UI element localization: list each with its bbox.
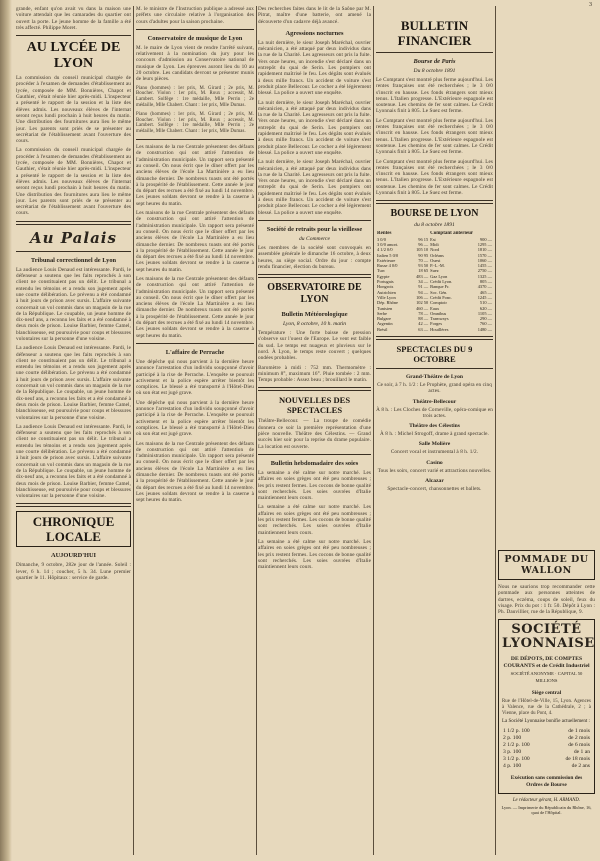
divider	[136, 29, 254, 30]
news-article: Les maisons de la rue Centrale présentent des défauts de construction qui ont attiré l'attention de l'administration municipale. Un rapport sera présenté au conseil. On nous écrit que le dîner offert par les anciens élèves de l'école La Martinière a eu lieu dimanche dernier. De nombreux toasts ont été portés à la prospérité de l'établissement. Cette année le jour du départ des recrues a été fixé au lundi 14 novembre. Les jeunes soldats devront se rendre à la caserne à sept heures du matin.	[136, 440, 254, 504]
table-header: Rentes	[377, 231, 392, 237]
column-1	[16, 6, 131, 855]
divider	[136, 343, 254, 344]
table-row	[376, 327, 493, 332]
perrache-title: L'affaire de Perrache	[165, 348, 225, 356]
theatre-name: Alcazar	[425, 478, 444, 485]
tarif-rate: 3 1/2 p. 100	[503, 756, 530, 763]
theatre-program: À 8 h. : Michel Strogoff, drame à grand spectacle.	[380, 431, 489, 438]
security-price: 1480 —	[477, 326, 492, 332]
theatre-program: Tous les soirs, concert varié et attractions nouvelles.	[377, 467, 492, 474]
retraites-title: Société de retraits pour la vieillesse	[266, 225, 363, 233]
lycee-article: La commission du conseil municipal chargée de procéder à l'examen de demandes d'établissement au lycée, composée de MM. Bonnières, Chapot et Gauthier, s'était réunie hier après-midi. L'inspecteur a présenté le rapport de la session et la liste des élèves admis. Les nouveaux élèves de l'internat seront reçus lundi prochain à huit heures du matin. Une distribution des fournitures aura lieu le même jour. Les parents sont priés de se présenter au secrétariat de l'établissement avant l'ouverture des cours.	[16, 75, 131, 145]
palais-article: La audience Louis Denaud est intéressante. Pardi, le défenseur a soutenu que les faits reprochés à son client ne constituaient pas un délit. Le tribunal a entendu les témoins et a rendu son jugement après une courte délibération. Le prévenu a été condamné à huit jours de prison avec sursis. L'affaire suivante concernait un vol commis dans un magasin de la rue de la République. Le coupable, un jeune homme de dix-neuf ans, a reconnu les faits et a été condamné à deux mois de prison. Louise Barbier, femme Camel, blanchisseuse, est poursuivie pour coups et blessures volontaires sur la personne d'une voisine.	[16, 345, 131, 421]
news-article: La nuit dernière, le sieur Joseph Maréchal, ouvrier mécanicien, a été attaqué par deux individus dans la rue de la Charité. Les agresseurs ont pris la fuite. Vers onze heures, un incendie s'est déclaré dans un entrepôt du quai de Serin. Les pompiers ont rapidement maîtrisé le feu. Les dégâts sont évalués à deux mille francs. Un accident de voiture s'est produit place Bellecour. Le cocher a été légèrement blessé. La police a ouvert une enquête.	[258, 39, 371, 97]
security-price: 483 —	[416, 273, 429, 279]
printer-line: Lyon. — Imprimerie du Républicain du Rhône, 16, quai de l'Hôpital.	[501, 804, 592, 816]
security-name: Crédit Lyon.	[430, 279, 453, 285]
security-name: P.-L.-M.	[430, 263, 445, 269]
tarif-term: de 2 mois	[568, 735, 590, 742]
observatoire-headline: OBSERVATOIRE DE LYON	[267, 282, 362, 306]
security-name: Ville Lyon	[377, 294, 396, 300]
security-name: Argentin	[377, 321, 393, 327]
palais-headline: Au Palais	[30, 228, 117, 247]
spectacles-list	[376, 373, 493, 492]
security-price: 1325 —	[477, 273, 492, 279]
divider	[136, 139, 254, 140]
soies-title: Bulletin hebdomadaire des soies	[270, 459, 359, 467]
retraites-subtitle: du Commerce	[298, 235, 331, 242]
security-price: 900 —	[479, 236, 492, 242]
lycee-article: La commission du conseil municipal chargée de procéder à l'examen de demandes d'établissement au lycée, composée de MM. Bonnières, Chapot et Gauthier, s'était réunie hier après-midi. L'inspecteur a présenté le rapport de la session et la liste des élèves admis. Les nouveaux élèves de l'internat seront reçus lundi prochain à huit heures du matin. Une distribution des fournitures aura lieu le même jour. Les parents sont priés de se présenter au secrétariat de l'établissement avant l'ouverture des cours.	[16, 147, 131, 217]
meteo-date: Lyon, 8 octobre, 10 h. matin	[282, 321, 347, 328]
security-name: Ouest	[430, 257, 441, 263]
bank-subtitle: DE DÉPOTS, DE COMPTES COURANTS et de Crédit Industriel	[503, 656, 590, 669]
security-name: Gaz Lyon	[430, 273, 448, 279]
prizes-list: Piano (hommes) : 1er prix, M. Girard ; 2e prix, M. Boucher. Violon : 1er prix, M. Roux ; accessit, M. Lambert. Solfège : 1re médaille, Mlle Perrin ; 2e médaille, Mlle Chabert. Chant : 1er prix, Mlle Dumas.	[136, 111, 254, 135]
page-binding	[0, 0, 12, 861]
security-name: Hongrois	[377, 284, 394, 290]
pommade-text: Nous ne saurions trop recommander cette pommade aux personnes atteintes de dartres, eczéma, coups de soleil, feux du visage. Prix du pot : 1 fr. 50. Dépôt à Lyon : Ph. Dauvillier, rue de la République, 9.	[498, 584, 595, 616]
security-price: 2750 —	[477, 268, 492, 274]
security-price: 1570 —	[477, 252, 492, 258]
perrache-article: Une dépêche qui nous parvient à la dernière heure annonce l'arrestation d'un individu soupçonné d'avoir participé à la rixe de Perrache. L'enquête se poursuit activement et la police espère arrêter bientôt les complices. Le blessé a été transporté à l'Hôtel-Dieu où son état est jugé grave.	[136, 399, 254, 438]
bourse-lyon-headline: BOURSE DE LYON	[390, 208, 479, 220]
security-price: 106 —	[416, 294, 429, 300]
security-price: 96 15	[418, 236, 429, 242]
security-name: 4 1/2 0/0	[377, 247, 393, 253]
security-name: 3 0/0	[377, 236, 386, 242]
security-price: 94 —	[418, 289, 429, 295]
security-name: Houillères	[430, 326, 449, 332]
security-price: 4370 —	[477, 284, 492, 290]
tarif-rate: 4 p. 100	[503, 763, 522, 770]
security-name: Nord	[430, 247, 440, 253]
theatre-program: À 8 h. : Les Cloches de Corneville, opéra-comique en trois actes.	[376, 406, 493, 419]
column-rule	[133, 6, 134, 855]
security-price: 620 —	[479, 305, 492, 311]
security-price: 102 50	[416, 300, 429, 306]
security-price: 63 —	[418, 326, 429, 332]
lead-paragraph: M. le ministre de l'Instruction publique a adressé aux préfets une circulaire relative à l'organisation des cours d'adultes pour la saison prochaine.	[136, 6, 254, 25]
theatre-program: Concert vocal et instrumental à 8 h. 1/2.	[390, 449, 479, 456]
tarif-row	[502, 742, 591, 749]
bourse-table	[376, 231, 493, 332]
forecast-article: Baromètre à midi : 752 mm. Thermomètre : minimum 8°, maximum 16°. Pluie tombée : 2 mm. Temps probable : Assez beau ; brouillard le matin.	[258, 364, 371, 384]
security-name: 3 0/0 amort.	[377, 241, 399, 247]
security-name: Tramways	[430, 316, 449, 322]
divider	[376, 52, 493, 53]
security-price: 70 —	[418, 257, 429, 263]
security-name: Crédit Fonc.	[430, 294, 453, 300]
security-name: Soc. Gén.	[430, 289, 448, 295]
divider	[16, 503, 131, 507]
column-4	[376, 6, 493, 855]
bourse-paris-date: Du 8 octobre 1891	[413, 68, 456, 74]
security-name: Eaux	[430, 305, 440, 311]
tarif-term: de 6 mois	[568, 742, 590, 749]
security-price: 90 95	[418, 252, 429, 258]
security-price: 760 —	[479, 321, 492, 327]
tarif-row	[502, 756, 591, 763]
tarif-term: de 1 an	[573, 749, 590, 756]
security-price: 91 —	[418, 284, 429, 290]
column-5	[498, 6, 595, 855]
tarif-table	[502, 728, 591, 770]
security-price: 1105 —	[477, 310, 492, 316]
security-price: 805 —	[479, 279, 492, 285]
theatre-name: Salle Molière	[418, 441, 451, 448]
bank-capital: SOCIÉTÉ ANONYME · CAPITAL 50 MILLIONS	[510, 671, 583, 683]
table-header: Comptant antérieur	[430, 231, 474, 237]
news-article: La nuit dernière, le sieur Joseph Maréchal, ouvrier mécanicien, a été attaqué par deux individus dans la rue de la Charité. Les agresseurs ont pris la fuite. Vers onze heures, un incendie s'est déclaré dans un entrepôt du quai de Serin. Les pompiers ont rapidement maîtrisé le feu. Les dégâts sont évalués à deux mille francs. Un accident de voiture s'est produit place Bellecour. Le cocher a été légèrement blessé. La police a ouvert une enquête.	[258, 159, 371, 216]
perrache-article: Une dépêche qui nous parvient à la dernière heure annonce l'arrestation d'un individu soupçonné d'avoir participé à la rixe de Perrache. L'enquête se poursuit activement et la police espère arrêter bientôt les complices. Le blessé a été transporté à l'Hôtel-Dieu où son état est jugé grave.	[136, 358, 254, 397]
security-name: Tunisien	[377, 305, 393, 311]
spectacles-news-article: Théâtre-Bellecour. — La troupe de comédie donnera ce soir la première représentation d'une pièce nouvelle. Théâtre des Célestins. — Grand succès hier soir pour la reprise du drame populaire. La location est ouverte.	[258, 418, 371, 450]
theatre-program: Spectacle-concert, chansonnettes et ballets.	[387, 486, 482, 493]
divider	[16, 35, 131, 36]
lycee-headline: AU LYCÉE DE LYON	[26, 40, 121, 72]
security-name: Omnibus	[430, 310, 447, 316]
today-label: AUJOURD'HUI	[50, 552, 97, 560]
column-rule	[373, 6, 374, 855]
security-name: Forges	[430, 321, 443, 327]
prizes-list: Piano (hommes) : 1er prix, M. Girard ; 2e prix, M. Boucher. Violon : 1er prix, M. Roux ; accessit, M. Lambert. Solfège : 1re médaille, Mlle Perrin ; 2e médaille, Mlle Chabert. Chant : 1er prix, Mlle Dumas.	[136, 85, 254, 109]
security-name: Suez	[430, 268, 439, 274]
divider	[16, 221, 131, 225]
tarif-term: de 2 ans	[571, 763, 590, 770]
divider	[376, 368, 493, 369]
security-price: 42 —	[418, 321, 429, 327]
bank-title: SOCIÉTÉ LYONNAISE	[502, 622, 595, 652]
divider	[16, 251, 131, 252]
news-article: Les maisons de la rue Centrale présentent des défauts de construction qui ont attiré l'attention de l'administration municipale. Un rapport sera présenté au conseil. On nous écrit que le dîner offert par les anciens élèves de l'école La Martinière a eu lieu dimanche dernier. De nombreux toasts ont été portés à la prospérité de l'établissement. Cette année le jour du départ des recrues a été fixé au lundi 14 novembre. Les jeunes soldats devront se rendre à la caserne à sept heures du matin.	[136, 210, 254, 273]
security-price: 18 65	[418, 268, 429, 274]
security-name: Midi	[430, 241, 439, 247]
security-name: Extérieure	[377, 257, 396, 263]
security-name: Est	[430, 236, 436, 242]
conservatoire-title: Conservatoire de musique de Lyon	[147, 34, 243, 42]
security-name: Turc	[377, 268, 386, 274]
security-price: 1810 —	[477, 247, 492, 253]
finance-article: Le Comptant s'est montré plus ferme aujourd'hui. Les rentes françaises ont été recherchées ; le 3 0/0 s'inscrit en hausse. Les fonds étrangers sont mieux tenus. L'Italien progresse. L'Extérieure espagnole est soutenue. Les chemins de fer sont calmes. Le Crédit Lyonnais finit à 805. Le Suez est ferme.	[376, 158, 493, 197]
security-price: 96 —	[418, 241, 429, 247]
tarif-row	[502, 728, 591, 735]
theatre-name: Grand-Théâtre de Lyon	[405, 373, 464, 380]
bank-ad	[498, 619, 595, 794]
tribunal-title: Tribunal correctionnel de Lyon	[30, 256, 117, 264]
soies-article: La semaine a été calme sur notre marché. Les affaires en soies grèges ont été peu nombreuses ; les prix restent fermes. Les cocons de bonne qualité sont recherchés. Les soies ouvrées d'Italie maintiennent leurs cours.	[258, 469, 371, 502]
security-name: Brésil	[377, 326, 388, 332]
siege-text: Rue de l'Hôtel-de-Ville, 15, Lyon. Agences à Valence, rue de la Cathédrale, 2 ; à Vienne, place du Pont, 4.	[502, 699, 591, 716]
soies-article: La semaine a été calme sur notre marché. Les affaires en soies grèges ont été peu nombreuses ; les prix restent fermes. Les cocons de bonne qualité sont recherchés. Les soies ouvrées d'Italie maintiennent leurs cours.	[258, 504, 371, 536]
conservatoire-article: M. le maire de Lyon vient de rendre l'arrêté suivant, relativement à la nomination du jury pour les concours d'admission au Conservatoire national de musique de Lyon. Les épreuves auront lieu du 10 au 20 octobre. Les candidats devront se présenter munis de leurs pièces.	[136, 44, 254, 83]
retraites-article: Les membres de la société sont convoqués en assemblée générale le dimanche 16 octobre, à deux heures, au siège social. Ordre du jour : compte rendu financier, élection du bureau.	[258, 244, 371, 270]
theatre-name: Casino	[426, 459, 443, 466]
gerant-line: Le rédacteur gérant, H. ARMAND.	[512, 798, 581, 804]
bourse-paris-title: Bourse de Paris	[413, 58, 456, 65]
security-name: Serbe	[377, 310, 387, 316]
security-name: Portugais	[377, 279, 394, 285]
security-price: 465 —	[479, 289, 492, 295]
pommade-ad	[498, 550, 595, 580]
tarif-intro: La Société Lyonnaise bonifie actuellement :	[502, 719, 590, 725]
tarif-row	[502, 763, 591, 770]
security-price: 1455 —	[477, 263, 492, 269]
column-rule	[495, 6, 496, 855]
tarif-row	[502, 735, 591, 742]
siege-label: Siège central	[531, 690, 562, 697]
divider	[258, 454, 371, 455]
meteo-title: Bulletin Météorologique	[281, 311, 348, 319]
tarif-term: de 18 mois	[565, 756, 590, 763]
theatre-name: Théâtre des Célestins	[409, 423, 460, 430]
divider	[258, 274, 371, 278]
financier-headline: BULLETIN FINANCIER	[397, 18, 472, 48]
column-rule	[256, 6, 257, 855]
security-name: Banque Fr.	[430, 284, 450, 290]
security-name: Egypte	[377, 273, 390, 279]
security-price: 78 —	[418, 310, 429, 316]
tarif-rate: 2 1/2 p. 100	[503, 742, 530, 749]
accidents-title: Agressions nocturnes	[285, 29, 344, 37]
security-price: 105 10	[416, 247, 429, 253]
divider	[376, 336, 493, 340]
palais-article: La audience Louis Denaud est intéressante. Pardi, le défenseur a soutenu que les faits reprochés à son client ne constituaient pas un délit. Le tribunal a entendu les témoins et a rendu son jugement après une courte délibération. Le prévenu a été condamné à huit jours de prison avec sursis. L'affaire suivante concernait un vol commis dans un magasin de la rue de la République. Le coupable, un jeune homme de dix-neuf ans, a reconnu les faits et a été condamné à deux mois de prison. Louise Barbier, femme Camel, blanchisseuse, est poursuivie pour coups et blessures volontaires sur la personne d'une voisine.	[16, 423, 131, 500]
spectacles-news-headline: NOUVELLES DES SPECTACLES	[278, 395, 351, 416]
column-2	[136, 6, 254, 855]
security-price: 460 —	[416, 305, 429, 311]
tarif-row	[502, 749, 591, 756]
security-price: 88 —	[418, 316, 429, 322]
security-name: Orléans	[430, 252, 444, 258]
chronique-article: Dimanche, 9 octobre, 282e jour de l'année. Soleil : lever, 6 h. 14 ; coucher, 5 h. 34. Lune premier quartier le 11. Hôpitaux : service de garde.	[16, 562, 131, 581]
tarif-term: de 1 mois	[568, 728, 590, 735]
tarif-rate: 2 p. 100	[503, 735, 522, 742]
divider	[258, 220, 371, 221]
divider	[376, 200, 493, 204]
meteo-article: Température : Une forte baisse de pression s'observe sur l'ouest de l'Europe. Le vent est faible du sud. Le temps est nuageux et pluvieux sur le nord. À Lyon, le temps reste couvert ; quelques ondées probables.	[258, 330, 371, 362]
chronique-headline: CHRONIQUE LOCALE	[16, 511, 131, 547]
pommade-title: POMMADE DU WALLON	[504, 554, 589, 576]
intro-paragraph: grande, enfant qu'on avait vu dans la maison une voiture attendait que les camarades du quartier ont ouvert la porte. Le jeune homme de la famille a été très affecté. Philippe Moret.	[16, 6, 131, 31]
column-5-upper-gap	[498, 6, 595, 546]
security-price: 93 50	[418, 263, 429, 269]
finance-article: Le Comptant s'est montré plus ferme aujourd'hui. Les rentes françaises ont été recherchées ; le 3 0/0 s'inscrit en hausse. Les fonds étrangers sont mieux tenus. L'Italien progresse. L'Extérieure espagnole est soutenue. Les chemins de fer sont calmes. Le Crédit Lyonnais finit à 805. Le Suez est ferme.	[376, 117, 493, 156]
soies-article: La semaine a été calme sur notre marché. Les affaires en soies grèges ont été peu nombreuses ; les prix restent fermes. Les cocons de bonne qualité sont recherchés. Les soies ouvrées d'Italie maintiennent leurs cours.	[258, 538, 371, 571]
tarif-rate: 1 1/2 p. 100	[503, 728, 530, 735]
column-3	[258, 6, 371, 855]
security-name: Italien 5 0/0	[377, 252, 399, 258]
spectacles-headline: SPECTACLES DU 9 OCTOBRE	[396, 343, 473, 364]
theatre-name: Théâtre-Bellecour	[412, 398, 457, 405]
divider	[258, 387, 371, 391]
news-article: Les maisons de la rue Centrale présentent des défauts de construction qui ont attiré l'attention de l'administration municipale. Un rapport sera présenté au conseil. On nous écrit que le dîner offert par les anciens élèves de l'école La Martinière a eu lieu dimanche dernier. De nombreux toasts ont été portés à la prospérité de l'établissement. Cette année le jour du départ des recrues a été fixé au lundi 14 novembre. Les jeunes soldats devront se rendre à la caserne à sept heures du matin.	[136, 275, 254, 339]
bourse-lyon-date: du 8 octobre 1891	[414, 222, 455, 229]
security-price: 1245 —	[477, 294, 492, 300]
news-article: Les maisons de la rue Centrale présentent des défauts de construction qui ont attiré l'attention de l'administration municipale. Un rapport sera présenté au conseil. On nous écrit que le dîner offert par les anciens élèves de l'école La Martinière a eu lieu dimanche dernier. De nombreux toasts ont été portés à la prospérité de l'établissement. Cette année le jour du départ des recrues a été fixé au lundi 14 novembre. Les jeunes soldats devront se rendre à la caserne à sept heures du matin.	[136, 144, 254, 207]
finance-article: Le Comptant s'est montré plus ferme aujourd'hui. Les rentes françaises ont été recherchées ; le 3 0/0 s'inscrit en hausse. Les fonds étrangers sont mieux tenus. L'Italien progresse. L'Extérieure espagnole est soutenue. Les chemins de fer sont calmes. Le Crédit Lyonnais finit à 805. Le Suez est ferme.	[376, 77, 493, 115]
page-number: 3	[589, 2, 592, 8]
security-name: Russe 4 0/0	[377, 263, 398, 269]
lead-paragraph: Des recherches faites dans le lit de la Saône par M. Pitrat, maître d'une batterie, ont amené la découverte d'un cadavre déjà avancé.	[258, 6, 371, 25]
security-name: Autrichien	[377, 289, 396, 295]
security-price: 290 —	[479, 316, 492, 322]
security-name: Bulgare	[377, 316, 391, 322]
security-name: Comptoir	[430, 300, 447, 306]
theatre-program: Ce soir, à 7 h. 1/2 : Le Prophète, grand opéra en cinq actes.	[377, 381, 492, 395]
security-price: 510 —	[479, 300, 492, 306]
palais-article: La audience Louis Denaud est intéressante. Pardi, le défenseur a soutenu que les faits reprochés à son client ne constituaient pas un délit. Le tribunal a entendu les témoins et a rendu son jugement après une courte délibération. Le prévenu a été condamné à huit jours de prison avec sursis. L'affaire suivante concernait un vol commis dans un magasin de la rue de la République. Le coupable, un jeune homme de dix-neuf ans, a reconnu les faits et a été condamné à deux mois de prison. Louise Barbier, femme Camel, blanchisseuse, est poursuivie pour coups et blessures volontaires sur la personne d'une voisine.	[16, 266, 131, 342]
security-price: 1060 —	[477, 257, 492, 263]
security-price: 34 —	[418, 279, 429, 285]
news-article: La nuit dernière, le sieur Joseph Maréchal, ouvrier mécanicien, a été attaqué par deux individus dans la rue de la Charité. Les agresseurs ont pris la fuite. Vers onze heures, un incendie s'est déclaré dans un entrepôt du quai de Serin. Les pompiers ont rapidement maîtrisé le feu. Les dégâts sont évalués à deux mille francs. Un accident de voiture s'est produit place Bellecour. Le cocher a été légèrement blessé. La police a ouvert une enquête.	[258, 99, 371, 156]
exec-title: Exécution sans commission des Ordres de Bourse	[510, 775, 583, 788]
security-name: Dép. Rhône	[377, 300, 398, 306]
security-price: 1295 —	[477, 241, 492, 247]
tarif-rate: 3 p. 100	[503, 749, 522, 756]
